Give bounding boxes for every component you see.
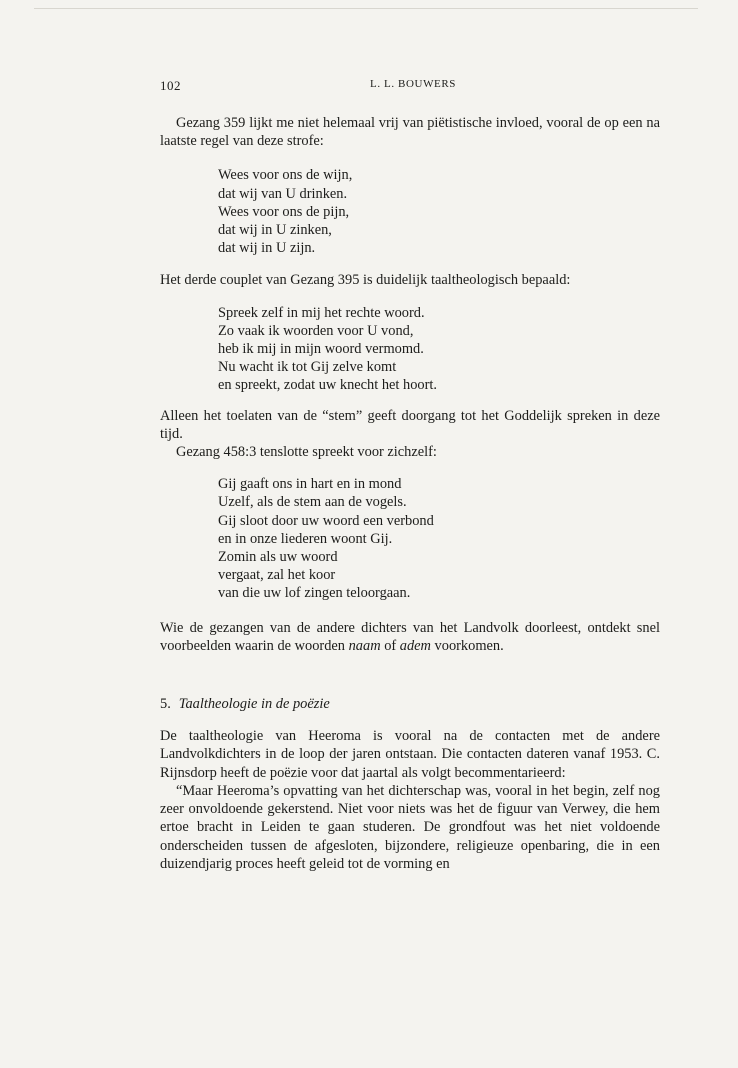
poem-gezang-395 (218, 304, 660, 395)
poem-line: dat wij van U drinken. (218, 185, 348, 202)
emphasis-naam: naam (348, 637, 381, 654)
section-title: Taaltheologie in de poëzie (178, 696, 330, 713)
poem-line: Uzelf, als de stem aan de vogels. (218, 494, 407, 511)
poem-line: van die uw lof zingen teloorgaan. (218, 585, 411, 602)
paragraph-landvolk (160, 619, 660, 655)
poem-gezang-359 (218, 166, 660, 257)
poem-line: Gij gaaft ons in hart en in mond (218, 476, 402, 493)
poem-line: Nu wacht ik tot Gij zelve komt (218, 359, 397, 376)
poem-line: dat wij in U zinken, (218, 222, 332, 239)
paragraph-gezang-395: Het derde couplet van Gezang 395 is duidelijk taaltheologisch bepaald: (160, 272, 571, 289)
paragraph-gezang-458: Gezang 458:3 tenslotte spreekt voor zichzelf: (176, 444, 437, 461)
paragraph-heeroma: De taaltheologie van Heeroma is vooral na de contacten met de andere Landvolkdichters in de loop der jaren ontstaan. Die contacten dateren vanaf 1953. C. Rijnsdorp heeft de poëzie voor dat jaartal als volgt becommentarieerd: (160, 728, 660, 781)
paragraph-text: of (380, 637, 400, 654)
poem-line: en in onze liederen woont Gij. (218, 530, 393, 547)
poem-line: Zo vaak ik woorden voor U vond, (218, 322, 414, 339)
poem-line: vergaat, zal het koor (218, 567, 336, 584)
poem-line: heb ik mij in mijn woord vermomd. (218, 341, 424, 358)
paragraph-text: voorkomen. (430, 637, 504, 654)
poem-line: Spreek zelf in mij het rechte woord. (218, 304, 425, 321)
section-number: 5. (160, 696, 171, 713)
running-head: L. L. BOUWERS (370, 78, 457, 90)
poem-line: Wees voor ons de wijn, (218, 167, 353, 184)
page-header (160, 78, 660, 94)
poem-gezang-458 (218, 475, 660, 602)
paragraph-quote-rijnsdorp: “Maar Heeroma’s opvatting van het dichterschap was, vooral in het begin, zelf nog zeer onvoldoende gekerstend. Niet voor niets was het de figuur van Verwey, die hem ertoe bracht in Leiden te gaan studeren. De grondfout was het niet voldoende onderscheiden tussen de afgesloten, bijzondere, religieuze openbaring, die in een duizendjarig proces heeft geleid tot de vorming en (160, 782, 660, 872)
paragraph-stem: Alleen het toelaten van de “stem” geeft doorgang tot het Goddelijk spreken in deze tijd. (160, 407, 660, 442)
section-heading (160, 695, 660, 713)
paragraph-text: Wie de gezangen van de andere dichters van het Landvolk doorleest, ontdekt snel voorbeelden waarin de woorden (160, 619, 660, 654)
poem-line: Gij sloot door uw woord een verbond (218, 512, 434, 529)
poem-line: Zomin als uw woord (218, 549, 338, 566)
intro-paragraph: Gezang 359 lijkt me niet helemaal vrij van piëtistische invloed, vooral de op een na laatste regel van deze strofe: (160, 115, 660, 150)
emphasis-adem: adem (399, 637, 431, 654)
scan-edge-line (34, 8, 698, 9)
poem-line: en spreekt, zodat uw knecht het hoort. (218, 377, 437, 394)
page-number: 102 (160, 78, 181, 93)
poem-line: Wees voor ons de pijn, (218, 203, 350, 220)
page-body (160, 114, 660, 873)
poem-line: dat wij in U zijn. (218, 240, 316, 257)
